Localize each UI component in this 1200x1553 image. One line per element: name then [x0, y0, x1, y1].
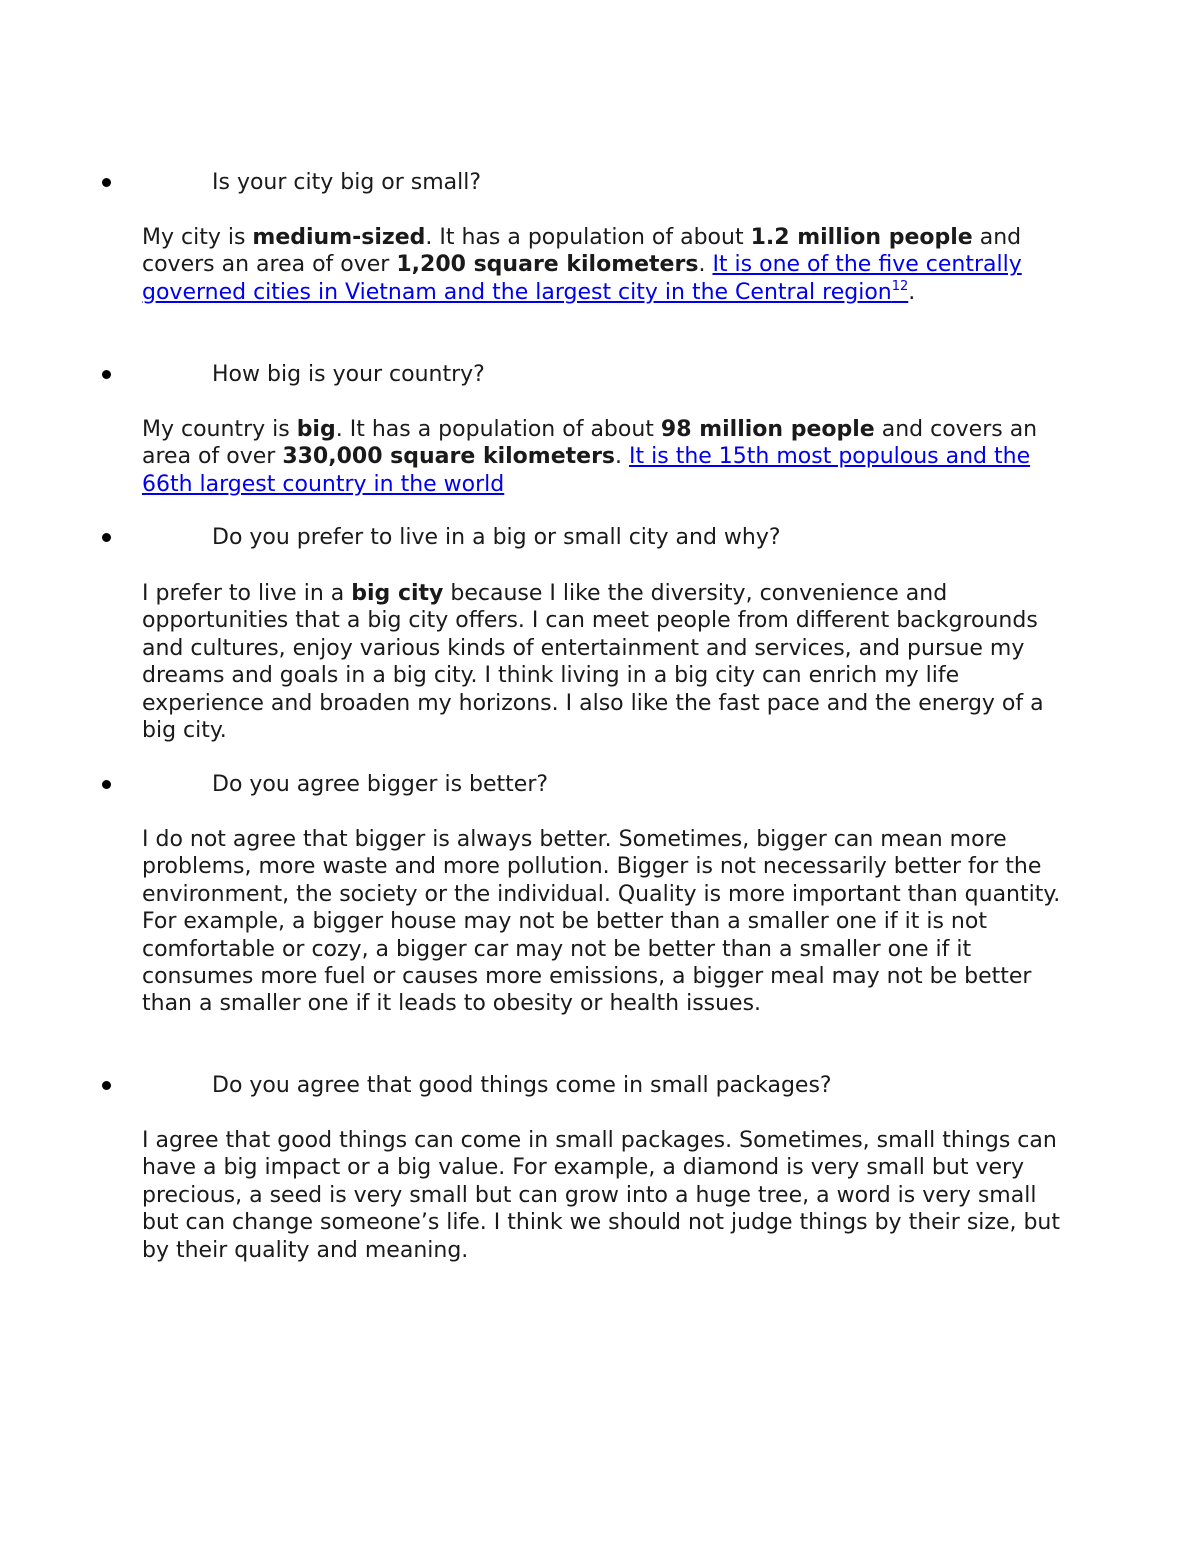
- answer-bold-text: medium-sized: [252, 225, 426, 250]
- question-item: [0, 1073, 1200, 1103]
- answer-text: .: [908, 279, 916, 305]
- answer-text: because I like the diversity, convenience and opportunities that a big city offers. I can meet people from different backgrounds and cultures, enjoy various kinds of entertainment and services, and pursue my dreams and goals in a big city. I think living in a big city can enrich my life experience and broaden my horizons. I also like the fast pace and the energy of a big city.: [142, 581, 1044, 744]
- answer-paragraph: I do not agree that bigger is always better. Sometimes, bigger can mean more problems, more waste and more pollution. Bigger is not necessarily better for the environment, the society or the individual. Quality is more important than quantity. For example, a bigger house may not be better than a smaller one if it is not comfortable or cozy, a bigger car may not be better than a smaller one if it consumes more fuel or causes more emissions, a bigger meal may not be better than a smaller one if it leads to obesity or health issues.: [142, 827, 1061, 1017]
- answer-text: . It has a population of about: [425, 225, 751, 250]
- answer-bold-text: 330,000 square kilometers: [282, 444, 616, 470]
- answer-bold-text: 1,200 square kilometers: [396, 252, 699, 278]
- answer-text: My city is: [142, 225, 253, 250]
- question-text: Is your city big or small?: [212, 170, 482, 195]
- question-item: [0, 170, 1200, 200]
- answer-bold-text: 98 million people: [660, 417, 875, 442]
- question-text: Do you agree bigger is better?: [212, 772, 549, 797]
- question-text: Do you prefer to live in a big or small city and why?: [212, 525, 781, 550]
- footnote-reference[interactable]: 12: [891, 278, 909, 294]
- answer-text: . It has a population of about: [335, 417, 661, 442]
- answer-text: I prefer to live in a: [142, 581, 352, 606]
- question-text: How big is your country?: [212, 362, 485, 387]
- answer-text: My country is: [142, 417, 297, 442]
- answer-text: and covers an area of over: [142, 225, 1022, 278]
- bullet-icon: [102, 780, 111, 789]
- answer-bold-text: 1.2 million people: [750, 225, 973, 250]
- question-text: Do you agree that good things come in small packages?: [212, 1073, 832, 1098]
- answer-bold-text: big city: [351, 581, 444, 606]
- answer-paragraph: [142, 580, 1067, 744]
- answer-text: and covers an area of over: [142, 417, 1038, 470]
- question-item: [0, 772, 1200, 802]
- answer-paragraph: I agree that good things can come in small packages. Sometimes, small things can have a big impact or a big value. For example, a diamond is very small but very precious, a seed is very small but can grow into a huge tree, a word is very small but can change someone’s life. I think we should not judge things by their size, but by their quality and meaning.: [142, 1128, 1060, 1263]
- answer-text: .: [698, 252, 713, 278]
- citation-link[interactable]: It is the 15th most populous and the 66th largest country in the world: [142, 444, 1031, 497]
- answer-bold-text: big: [296, 417, 336, 442]
- citation-link-text[interactable]: It is one of the five centrally governed cities in Vietnam and the largest city in the Central region: [142, 252, 1022, 305]
- question-item: [0, 525, 1200, 555]
- answer-paragraph: [142, 224, 1067, 306]
- bullet-icon: [102, 533, 111, 542]
- answer-text: .: [615, 444, 630, 470]
- answer-paragraph: [142, 416, 1067, 498]
- question-item: [0, 362, 1200, 392]
- bullet-icon: [102, 370, 111, 379]
- bullet-icon: [102, 178, 111, 187]
- bullet-icon: [102, 1081, 111, 1090]
